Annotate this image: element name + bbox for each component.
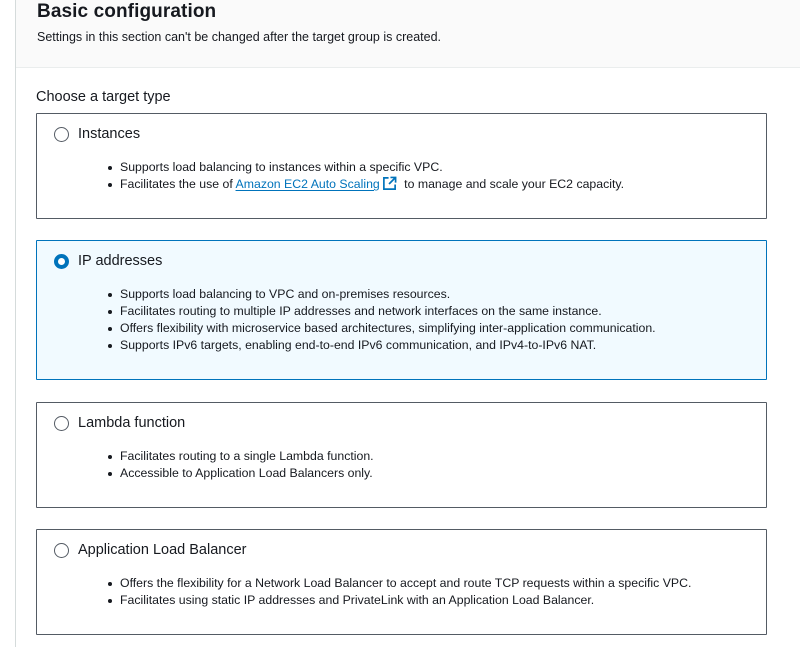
panel-header (16, 0, 800, 68)
tile-title-lambda: Lambda function (78, 415, 186, 431)
list-item: Facilitates using static IP addresses and PrivateLink with an Application Load Balancer. (107, 592, 691, 609)
radio-instances[interactable] (54, 127, 69, 142)
tile-title-instances: Instances (78, 126, 141, 142)
tile-title-ip: IP addresses (78, 253, 163, 269)
radio-ip[interactable] (54, 254, 69, 269)
list-item: Facilitates routing to multiple IP addresses and network interfaces on the same instance. (107, 303, 656, 320)
target-type-label: Choose a target type (36, 89, 171, 105)
bullet-list-ip (107, 286, 656, 354)
bullet-text: to manage and scale your EC2 capacity. (400, 177, 625, 191)
section-description: Settings in this section can't be changed after the target group is created. (37, 30, 442, 44)
list-item: Offers the flexibility for a Network Load Balancer to accept and route TCP requests within a specific VPC. (107, 575, 691, 592)
bullet-text: Facilitates the use of (120, 177, 236, 191)
ec2-auto-scaling-link[interactable]: Amazon EC2 Auto Scaling (235, 177, 380, 191)
radio-alb[interactable] (54, 543, 69, 558)
list-item: Supports IPv6 targets, enabling end-to-end IPv6 communication, and IPv4-to-IPv6 NAT. (107, 337, 656, 354)
bullet-list-alb (107, 575, 691, 609)
list-item: Supports load balancing to instances within a specific VPC. (107, 159, 624, 176)
radio-lambda[interactable] (54, 416, 69, 431)
bullet-list-instances (107, 159, 624, 193)
list-item: Supports load balancing to VPC and on-premises resources. (107, 286, 656, 303)
list-item (107, 176, 624, 193)
section-title: Basic configuration (37, 1, 217, 22)
tile-title-alb: Application Load Balancer (78, 542, 247, 558)
target-type-tile-instances[interactable] (36, 113, 767, 219)
list-item: Facilitates routing to a single Lambda function. (107, 448, 374, 465)
target-type-tile-alb[interactable] (36, 529, 767, 635)
target-type-tile-lambda[interactable] (36, 402, 767, 508)
list-item: Accessible to Application Load Balancers only. (107, 465, 374, 482)
external-link-icon[interactable] (382, 176, 397, 191)
bullet-list-lambda (107, 448, 374, 482)
list-item: Offers flexibility with microservice based architectures, simplifying inter-application communication. (107, 320, 656, 337)
target-type-tile-ip[interactable] (36, 240, 767, 380)
